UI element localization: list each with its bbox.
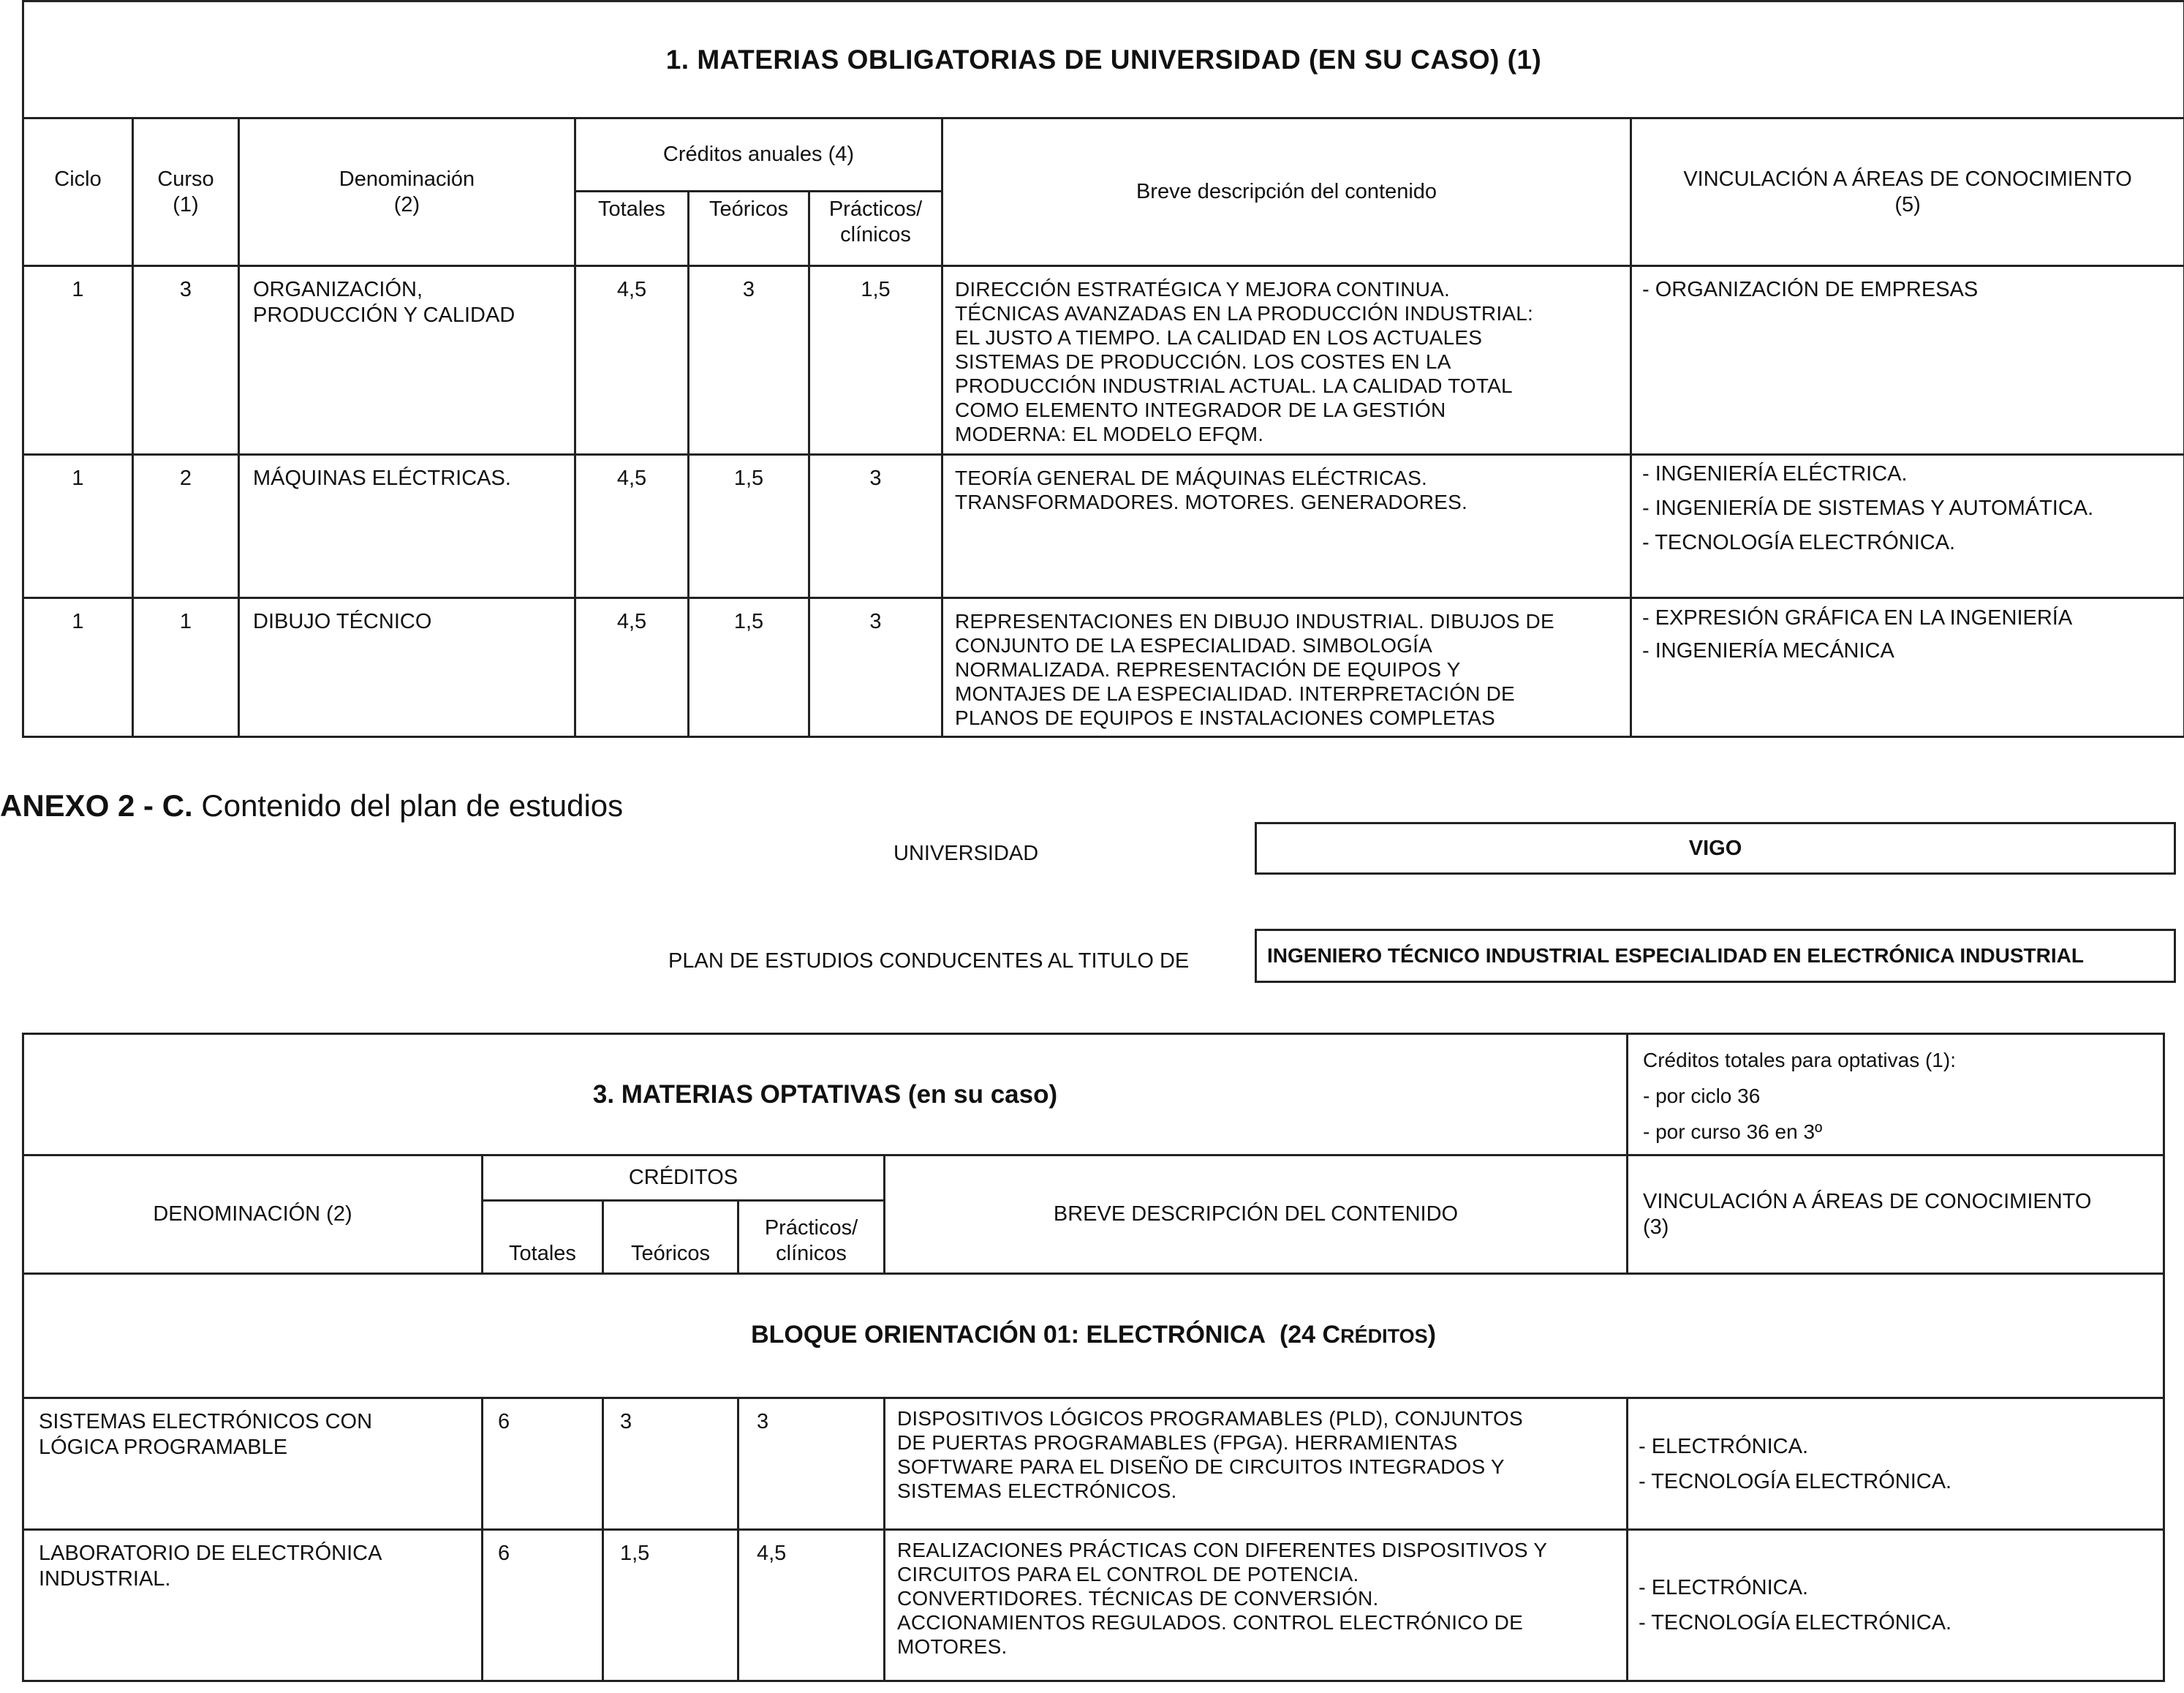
header-vinculacion: VINCULACIÓN A ÁREAS DE CONOCIMIENTO (3) bbox=[1628, 1155, 2164, 1274]
cell-teoricos: 1,5 bbox=[689, 455, 809, 598]
area-item: - EXPRESIÓN GRÁFICA EN LA INGENIERÍA bbox=[1642, 606, 2073, 630]
totals-curso: - por curso 36 en 3º bbox=[1643, 1120, 1823, 1143]
header-denominacion: Denominación (2) bbox=[239, 118, 575, 266]
header-creditos-anuales: Créditos anuales (4) bbox=[575, 118, 942, 192]
cell-areas bbox=[1631, 455, 2184, 598]
cell-areas bbox=[1631, 598, 2184, 737]
header-vinculacion: VINCULACIÓN A ÁREAS DE CONOCIMIENTO (5) bbox=[1631, 118, 2184, 266]
cell-practicos: 1,5 bbox=[809, 266, 942, 455]
area-item: - TECNOLOGÍA ELECTRÓNICA. bbox=[1639, 1611, 1952, 1634]
cell-totales: 4,5 bbox=[575, 598, 689, 737]
cell-areas bbox=[1631, 266, 2184, 455]
area-item: - TECNOLOGÍA ELECTRÓNICA. bbox=[1639, 1469, 1952, 1493]
cell-descripcion: REALIZACIONES PRÁCTICAS CON DIFERENTES DISPOSITIVOS Y CIRCUITOS PARA EL CONTROL DE POTENCIA. CONVERTIDORES. TÉCNICAS DE CONVERSIÓN. ACCIONAMIENTOS REGULADOS. CONTROL ELECTRÓNICO DE MOTORES. bbox=[885, 1530, 1628, 1681]
area-item: - INGENIERÍA ELÉCTRICA. bbox=[1642, 462, 1908, 486]
cell-teoricos: 1,5 bbox=[689, 598, 809, 737]
cell-curso: 3 bbox=[133, 266, 239, 455]
cell-teoricos: 3 bbox=[603, 1398, 738, 1530]
table-row bbox=[23, 598, 2184, 737]
cell-curso: 2 bbox=[133, 455, 239, 598]
cell-denominacion: DIBUJO TÉCNICO bbox=[239, 598, 575, 737]
header-teoricos: Teóricos bbox=[689, 192, 809, 266]
universidad-value: VIGO bbox=[1255, 822, 2176, 875]
cell-practicos: 3 bbox=[809, 598, 942, 737]
cell-curso: 1 bbox=[133, 598, 239, 737]
header-teoricos: Teóricos bbox=[603, 1201, 738, 1274]
header-practicos: Prácticos/ clínicos bbox=[738, 1201, 885, 1274]
plan-label: PLAN DE ESTUDIOS CONDUCENTES AL TITULO DE bbox=[668, 949, 1190, 973]
header-denominacion: DENOMINACIÓN (2) bbox=[23, 1155, 483, 1274]
section3-table bbox=[22, 1033, 2165, 1682]
cell-ciclo: 1 bbox=[23, 598, 133, 737]
area-item: - ELECTRÓNICA. bbox=[1639, 1434, 1809, 1458]
cell-totales: 6 bbox=[483, 1398, 603, 1530]
cell-teoricos: 1,5 bbox=[603, 1530, 738, 1681]
cell-practicos: 3 bbox=[738, 1398, 885, 1530]
plan-value: INGENIERO TÉCNICO INDUSTRIAL ESPECIALIDAD EN ELECTRÓNICA INDUSTRIAL bbox=[1255, 929, 2176, 983]
area-item: - INGENIERÍA DE SISTEMAS Y AUTOMÁTICA. bbox=[1642, 497, 2094, 520]
cell-descripcion: DISPOSITIVOS LÓGICOS PROGRAMABLES (PLD), CONJUNTOS DE PUERTAS PROGRAMABLES (FPGA). HERRAMIENTAS SOFTWARE PARA EL DISEÑO DE CIRCUITOS INTEGRADOS Y SISTEMAS ELECTRÓNICOS. bbox=[885, 1398, 1628, 1530]
area-item: - TECNOLOGÍA ELECTRÓNICA. bbox=[1642, 531, 1956, 554]
cell-totales: 4,5 bbox=[575, 455, 689, 598]
cell-descripcion: REPRESENTACIONES EN DIBUJO INDUSTRIAL. DIBUJOS DE CONJUNTO DE LA ESPECIALIDAD. SIMBOLOGÍA NORMALIZADA. REPRESENTACIÓN DE EQUIPOS Y MONTAJES DE LA ESPECIALIDAD. INTERPRETACIÓN DE PLANOS DE EQUIPOS E INSTALACIONES COMPLETAS bbox=[942, 598, 1631, 737]
header-totales: Totales bbox=[575, 192, 689, 266]
cell-areas bbox=[1628, 1398, 2164, 1530]
cell-totales: 4,5 bbox=[575, 266, 689, 455]
section3-title: 3. MATERIAS OPTATIVAS (en su caso) bbox=[23, 1034, 1628, 1155]
header-descripcion: BREVE DESCRIPCIÓN DEL CONTENIDO bbox=[885, 1155, 1628, 1274]
header-creditos: CRÉDITOS bbox=[483, 1155, 885, 1201]
cell-denominacion: MÁQUINAS ELÉCTRICAS. bbox=[239, 455, 575, 598]
cell-descripcion: DIRECCIÓN ESTRATÉGICA Y MEJORA CONTINUA. TÉCNICAS AVANZADAS EN LA PRODUCCIÓN INDUSTRIAL: EL JUSTO A TIEMPO. LA CALIDAD EN LOS ACTUALES SISTEMAS DE PRODUCCIÓN. LOS COSTES EN LA PRODUCCIÓN INDUSTRIAL ACTUAL. LA CALIDAD TOTAL COMO ELEMENTO INTEGRADOR DE LA GESTIÓN MODERNA: EL MODELO EFQM. bbox=[942, 266, 1631, 455]
header-descripcion: Breve descripción del contenido bbox=[942, 118, 1631, 266]
cell-practicos: 4,5 bbox=[738, 1530, 885, 1681]
header-totales: Totales bbox=[483, 1201, 603, 1274]
cell-practicos: 3 bbox=[809, 455, 942, 598]
section1-table bbox=[22, 0, 2184, 738]
totals-ciclo: - por ciclo 36 bbox=[1643, 1085, 1761, 1107]
universidad-label: UNIVERSIDAD bbox=[893, 842, 1039, 865]
area-item: - ELECTRÓNICA. bbox=[1639, 1576, 1809, 1599]
table-row bbox=[23, 1530, 2164, 1681]
table-row bbox=[23, 455, 2184, 598]
cell-denominacion: ORGANIZACIÓN, PRODUCCIÓN Y CALIDAD bbox=[239, 266, 575, 455]
cell-ciclo: 1 bbox=[23, 266, 133, 455]
cell-teoricos: 3 bbox=[689, 266, 809, 455]
section1-title: 1. MATERIAS OBLIGATORIAS DE UNIVERSIDAD (EN SU CASO) (1) bbox=[23, 1, 2184, 118]
area-item: - INGENIERÍA MECÁNICA bbox=[1642, 639, 1894, 663]
annex-heading: ANEXO 2 - C. Contenido del plan de estudios bbox=[0, 788, 624, 823]
cell-descripcion: TEORÍA GENERAL DE MÁQUINAS ELÉCTRICAS. TRANSFORMADORES. MOTORES. GENERADORES. bbox=[942, 455, 1631, 598]
table-row bbox=[23, 1398, 2164, 1530]
totals-title: Créditos totales para optativas (1): bbox=[1643, 1049, 1956, 1071]
header-curso: Curso (1) bbox=[133, 118, 239, 266]
cell-areas bbox=[1628, 1530, 2164, 1681]
header-ciclo: Ciclo bbox=[23, 118, 133, 266]
header-practicos: Prácticos/ clínicos bbox=[809, 192, 942, 266]
cell-denominacion: SISTEMAS ELECTRÓNICOS CON LÓGICA PROGRAMABLE bbox=[23, 1398, 483, 1530]
cell-totales: 6 bbox=[483, 1530, 603, 1681]
area-item: - ORGANIZACIÓN DE EMPRESAS bbox=[1642, 278, 1979, 301]
block-title: BLOQUE ORIENTACIÓN 01: ELECTRÓNICA (24 CRÉDITOS) bbox=[23, 1274, 2164, 1398]
cell-denominacion: LABORATORIO DE ELECTRÓNICA INDUSTRIAL. bbox=[23, 1530, 483, 1681]
optativas-totals bbox=[1628, 1034, 2164, 1155]
table-row bbox=[23, 266, 2184, 455]
cell-ciclo: 1 bbox=[23, 455, 133, 598]
